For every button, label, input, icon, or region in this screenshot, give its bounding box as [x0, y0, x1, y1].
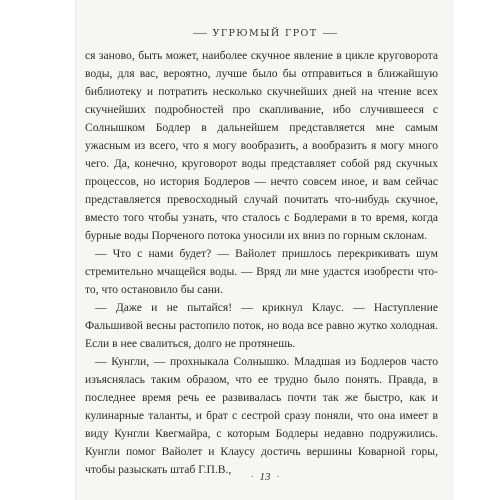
body-text — [85, 47, 438, 479]
header-rule-right — [323, 33, 337, 34]
paragraph-continuation: ся заново, быть может, наиболее скучное явление в цикле круговорота воды, для вас, вероятно, лучше было бы отправиться в ближайшую библиотеку и потратить несколько скучнейших дней на чтение всех скучнейших подробностей про скапливание, ибо случившееся с Солнышком Бодлер в дальнейшем представляется мне самым ужасным из всего, что я могу вообразить, а вообразить я могу много чего. Да, конечно, круговорот воды представляет собой ряд скучных процессов, но история Бодлеров — нечто совсем иное, и вам сейчас представляется превосходный случай почитать что-нибудь скучное, вместо того чтобы узнать, что сталось с Бодлерами в то время, когда бурные воды Порченого потока уносили их вниз по горным склонам. — [85, 49, 438, 242]
folio-ornament-left: · — [250, 471, 254, 483]
folio-ornament-right: · — [276, 471, 280, 483]
page-number: 13 — [259, 471, 271, 483]
header-rule-left — [193, 33, 207, 34]
paragraph-klaus-dialogue: — Даже и не пытайся! — крикнул Клаус. — Наступление Фальшивой весны растопило поток, но вода все равно жутко холодная. Если в нее свалиться, долго не протянешь. — [85, 301, 438, 350]
book-page — [75, 0, 454, 500]
paragraph-violet-dialogue: — Что с нами будет? — Вайолет пришлось перекрикивать шум стремительно мчащейся воды. — Вряд ли мне удастся изобрести что-то, что остановило бы сани. — [85, 247, 438, 296]
paragraph-sunny-dialogue: — Кунгли, — прохныкала Солнышко. Младшая из Бодлеров часто изъяснялась таким образом, что ее трудно было понять. Правда, в последнее время речь ее развивалась почти так же быстро, как и кулинарные таланты, и брат с сестрой сразу поняли, что она имеет в виду Кунгли Квегмайра, с которым Бодлеры недавно подружились. Кунгли помог Вайолет и Клаусу достичь вершины Коварной горы, чтобы разыскать штаб Г.П.В., — [85, 355, 438, 476]
running-header — [76, 28, 454, 39]
running-title: УГРЮМЫЙ ГРОТ — [212, 28, 318, 39]
page-footer — [76, 471, 454, 483]
